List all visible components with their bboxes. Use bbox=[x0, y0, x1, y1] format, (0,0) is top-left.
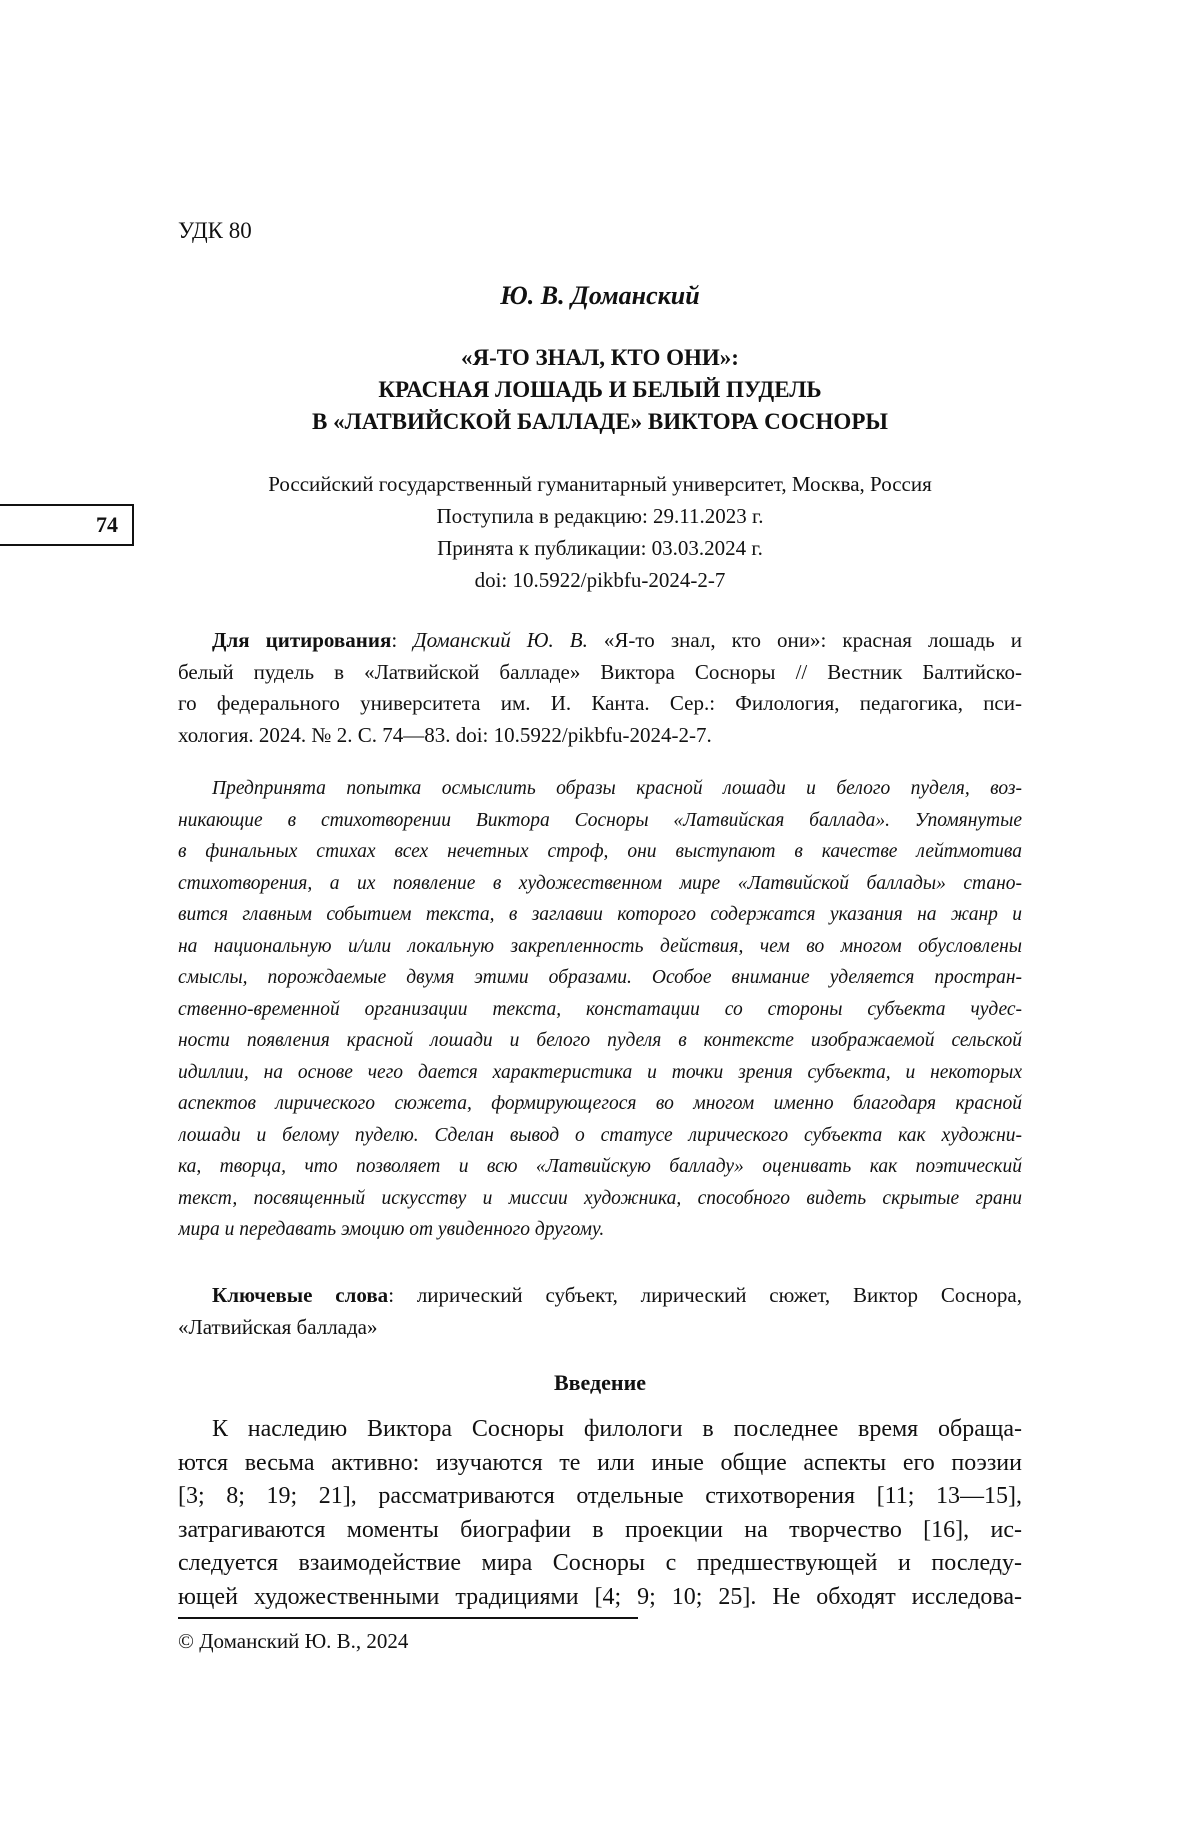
abstract-line: в финальных стихах всех нечетных строф, они выступают в качестве лейтмотива bbox=[178, 841, 1022, 862]
citation-author: Доманский Ю. В. bbox=[413, 628, 588, 652]
body-line: ющей художественными традициями [4; 9; 10; 25]. Не обходят исследова- bbox=[178, 1583, 1022, 1610]
abstract-line: Предпринята попытка осмыслить образы красной лошади и белого пуделя, воз- bbox=[212, 778, 1022, 799]
abstract-line: вится главным событием текста, в заглавии которого содержатся указания на жанр и bbox=[178, 904, 1022, 925]
keywords-line bbox=[178, 1280, 1022, 1312]
citation-label: Для цитирования bbox=[212, 628, 392, 652]
citation-line: го федерального университета им. И. Канта. Сер.: Филология, педагогика, пси- bbox=[178, 691, 1022, 715]
body-line: К наследию Виктора Сосноры филологи в последнее время обраща- bbox=[212, 1416, 1022, 1442]
body-line: следуется взаимодействие мира Сосноры с предшествующей и последу- bbox=[178, 1550, 1022, 1577]
received-date: Поступила в редакцию: 29.11.2023 г. bbox=[436, 504, 764, 528]
udk-code: УДК 80 bbox=[178, 218, 252, 243]
abstract-line: мира и передавать эмоцию от увиденного другому. bbox=[178, 1219, 605, 1240]
abstract bbox=[178, 773, 1022, 1246]
abstract-line: лошади и белому пуделю. Сделан вывод о статусе лирического субъекта как художни- bbox=[178, 1124, 1022, 1146]
citation-text: «Я-то знал, кто они»: красная лошадь и bbox=[587, 628, 1022, 652]
copyright: © Доманский Ю. В., 2024 bbox=[178, 1629, 409, 1653]
citation-line: белый пудель в «Латвийской балладе» Виктора Сосноры // Вестник Балтийско- bbox=[178, 659, 1022, 684]
section-heading: Введение bbox=[553, 1370, 647, 1395]
affiliation: Российский государственный гуманитарный университет, Москва, Россия bbox=[268, 472, 932, 496]
abstract-line: смыслы, порождаемые двумя этими образами. Особое внимание уделяется простран- bbox=[178, 967, 1022, 988]
page-number: 74 bbox=[0, 504, 134, 546]
body-paragraph bbox=[178, 1413, 1022, 1615]
body-line: затрагиваются моменты биографии в проекции на творчество [16], ис- bbox=[178, 1516, 1022, 1543]
keywords-label: Ключевые слова bbox=[212, 1283, 389, 1307]
abstract-line: текст, посвященный искусству и миссии художника, способного видеть скрытые грани bbox=[178, 1187, 1022, 1209]
keywords-text: лирический субъект, лирический сюжет, Виктор Соснора, bbox=[416, 1283, 1022, 1307]
keywords-block bbox=[178, 1280, 1022, 1343]
abstract-line: ственно-временной организации текста, констатации со стороны субъекта чудес- bbox=[178, 998, 1022, 1020]
abstract-line: на национальную и/или локальную закрепленность действия, чем во многом обусловлены bbox=[178, 935, 1022, 957]
abstract-line: аспектов лирического сюжета, формирующегося во многом именно благодаря красной bbox=[178, 1093, 1022, 1114]
doi: doi: 10.5922/pikbfu-2024-2-7 bbox=[474, 568, 726, 592]
abstract-line: никающие в стихотворении Виктора Сосноры «Латвийская баллада». Упомянутые bbox=[178, 809, 1022, 831]
abstract-line: ности появления красной лошади и белого пуделя в контексте изображаемой сельской bbox=[178, 1030, 1022, 1051]
citation-line: хология. 2024. № 2. С. 74—83. doi: 10.5922/pikbfu-2024-2-7. bbox=[178, 722, 712, 747]
keywords-sep: : bbox=[388, 1283, 417, 1307]
title-line: КРАСНАЯ ЛОШАДЬ И БЕЛЫЙ ПУДЕЛЬ bbox=[378, 377, 822, 402]
title-line: «Я-ТО ЗНАЛ, КТО ОНИ»: bbox=[461, 345, 739, 370]
body-line: ются весьма активно: изучаются те или иные общие аспекты его поэзии bbox=[178, 1449, 1022, 1476]
footnote-rule bbox=[178, 1617, 638, 1619]
citation-block bbox=[178, 625, 1022, 751]
keywords-line: «Латвийская баллада» bbox=[178, 1314, 378, 1339]
title-line: В «ЛАТВИЙСКОЙ БАЛЛАДЕ» ВИКТОРА СОСНОРЫ bbox=[312, 409, 888, 434]
abstract-line: стихотворения, а их появление в художественном мире «Латвийской баллады» стано- bbox=[178, 872, 1022, 894]
article-title bbox=[178, 342, 1022, 438]
author-name: Ю. В. Доманский bbox=[500, 281, 700, 310]
article-meta bbox=[178, 468, 1022, 596]
abstract-line: идиллии, на основе чего дается характеристика и точки зрения субъекта, и некоторых bbox=[178, 1061, 1022, 1083]
citation-sep: : bbox=[391, 628, 414, 652]
abstract-line: ка, творца, что позволяет и всю «Латвийскую балладу» оценивать как поэтический bbox=[178, 1156, 1022, 1177]
body-line: [3; 8; 19; 21], рассматриваются отдельные стихотворения [11; 13—15], bbox=[178, 1483, 1022, 1510]
citation-line bbox=[178, 625, 1022, 657]
accepted-date: Принята к публикации: 03.03.2024 г. bbox=[437, 536, 763, 560]
